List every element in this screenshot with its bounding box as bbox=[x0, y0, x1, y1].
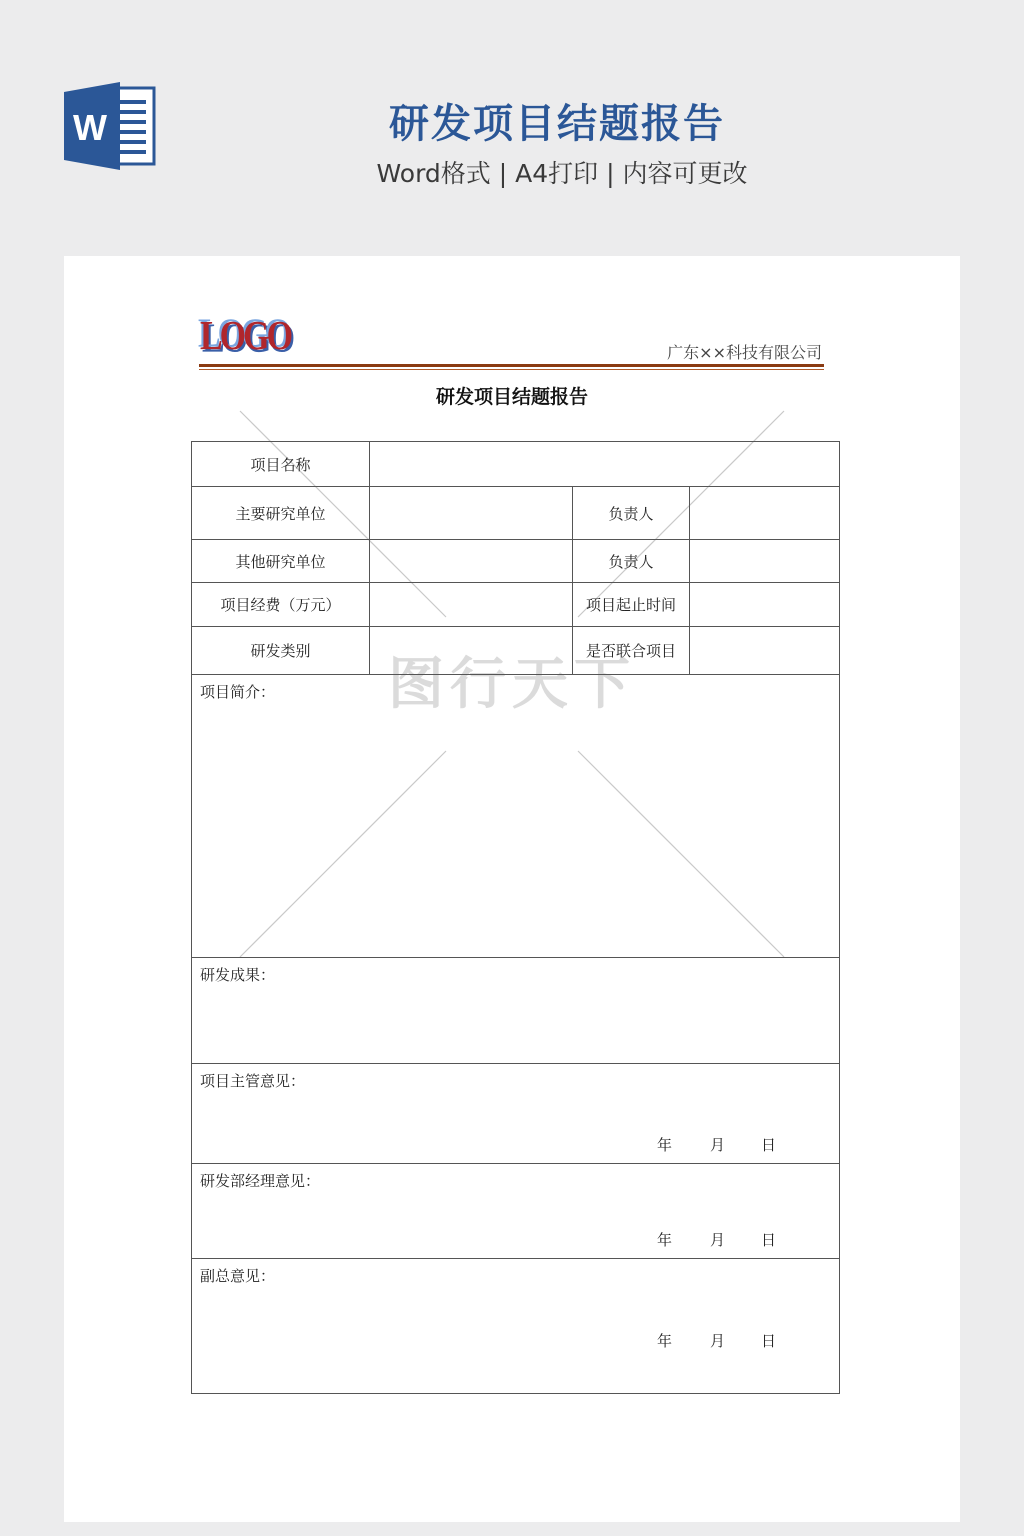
report-form bbox=[191, 441, 840, 1394]
other-unit-field[interactable] bbox=[370, 540, 573, 583]
date-line bbox=[657, 1330, 776, 1351]
date-line bbox=[657, 1229, 776, 1250]
date-year: 年 bbox=[656, 1332, 672, 1350]
other-leader-label: 负责人 bbox=[573, 540, 690, 583]
document-title: 研发项目结题报告 bbox=[435, 386, 588, 408]
main-unit-field[interactable] bbox=[370, 487, 573, 540]
other-unit-label: 其他研究单位 bbox=[192, 540, 370, 583]
supervisor-opinion-section[interactable] bbox=[192, 1064, 840, 1164]
header-rule bbox=[199, 364, 824, 367]
period-field[interactable] bbox=[690, 583, 840, 627]
project-name-field[interactable] bbox=[370, 442, 840, 487]
date-month: 月 bbox=[709, 1332, 725, 1350]
date-month: 月 bbox=[709, 1136, 725, 1154]
manager-opinion-section[interactable] bbox=[192, 1164, 840, 1259]
joint-label: 是否联合项目 bbox=[573, 627, 690, 675]
date-day: 日 bbox=[761, 1136, 777, 1154]
banner-subtitle: Word格式 | A4打印 | 内容可更改 bbox=[376, 159, 748, 188]
document-page bbox=[64, 256, 960, 1522]
vp-opinion-section[interactable] bbox=[192, 1259, 840, 1394]
main-leader-label: 负责人 bbox=[573, 487, 690, 540]
main-leader-field[interactable] bbox=[690, 487, 840, 540]
header-rule-thin bbox=[199, 369, 824, 370]
intro-label: 项目简介： bbox=[200, 683, 276, 701]
date-line bbox=[657, 1134, 776, 1155]
budget-field[interactable] bbox=[370, 583, 573, 627]
watermark-text: 图行天下 bbox=[388, 651, 636, 717]
category-label: 研发类别 bbox=[192, 627, 370, 675]
date-day: 日 bbox=[761, 1231, 777, 1249]
period-label: 项目起止时间 bbox=[573, 583, 690, 627]
manager-opinion-label: 研发部经理意见： bbox=[200, 1172, 321, 1190]
main-unit-label: 主要研究单位 bbox=[192, 487, 370, 540]
results-label: 研发成果： bbox=[200, 966, 276, 984]
svg-text:W: W bbox=[73, 107, 107, 148]
other-leader-field[interactable] bbox=[690, 540, 840, 583]
vp-opinion-label: 副总意见： bbox=[200, 1267, 276, 1285]
date-day: 日 bbox=[761, 1332, 777, 1350]
intro-section[interactable] bbox=[192, 675, 840, 958]
banner-title: 研发项目结题报告 bbox=[389, 101, 725, 147]
date-year: 年 bbox=[656, 1136, 672, 1154]
budget-label: 项目经费（万元） bbox=[192, 583, 370, 627]
category-field[interactable] bbox=[370, 627, 573, 675]
company-logo: LOGO bbox=[200, 314, 291, 359]
supervisor-opinion-label: 项目主管意见： bbox=[200, 1072, 306, 1090]
company-name: 广东××科技有限公司 bbox=[667, 343, 822, 362]
joint-field[interactable] bbox=[690, 627, 840, 675]
date-month: 月 bbox=[709, 1231, 725, 1249]
date-year: 年 bbox=[656, 1231, 672, 1249]
results-section[interactable] bbox=[192, 958, 840, 1064]
project-name-label: 项目名称 bbox=[192, 442, 370, 487]
